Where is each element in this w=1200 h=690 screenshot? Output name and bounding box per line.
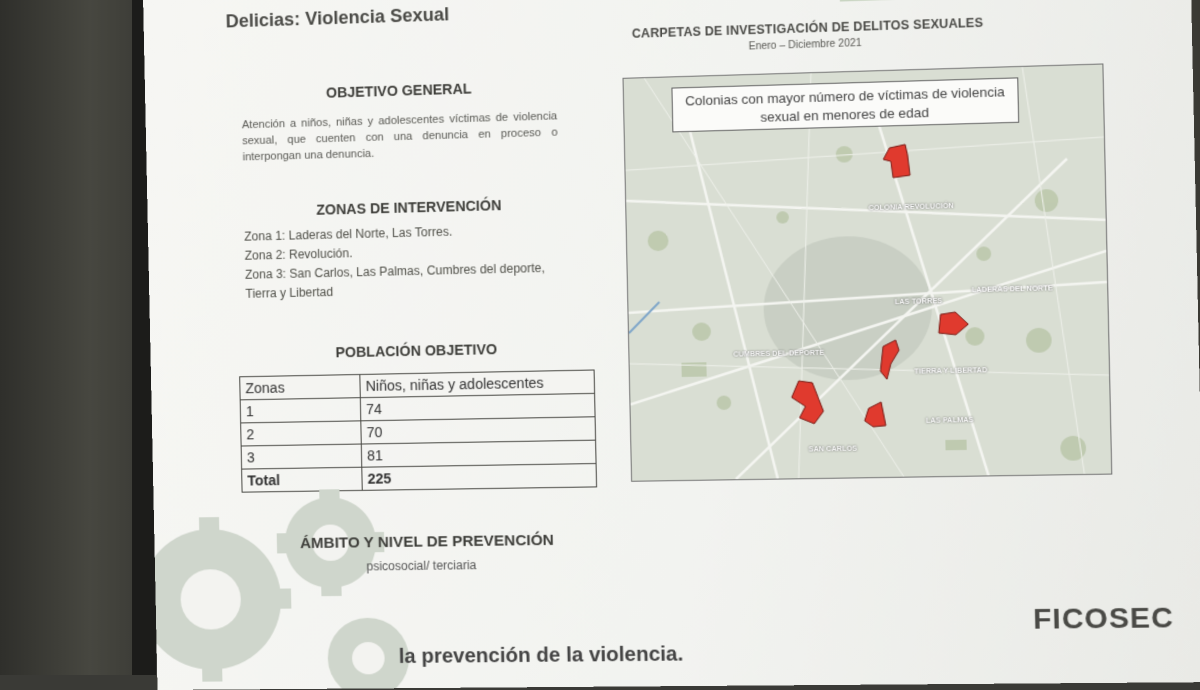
background-wall-left <box>0 0 150 675</box>
slide-title: Delicias: Violencia Sexual <box>225 4 450 32</box>
zones-list <box>244 220 545 304</box>
zone-line: Zona 3: San Carlos, Las Palmas, Cumbres del deporte, <box>244 260 546 282</box>
table-cell: 70 <box>361 417 596 444</box>
map-title: CARPETAS DE INVESTIGACIÓN DE DELITOS SEXUALES <box>631 15 984 41</box>
zone-line: Tierra y Libertad <box>245 284 334 301</box>
zone-line: Zona 2: Revolución. <box>244 246 353 263</box>
zone-line: Zona 1: Laderas del Norte, Las Torres. <box>244 224 453 244</box>
city-map <box>622 63 1112 481</box>
map-label: LAS PALMAS <box>925 416 974 425</box>
ficosec-logo: FICOSEC <box>1032 601 1175 635</box>
map-label: LAS TORRES <box>894 297 943 307</box>
population-heading: POBLACIÓN OBJETIVO <box>335 340 498 361</box>
table-cell: 74 <box>360 393 595 420</box>
zones-heading: ZONAS DE INTERVENCIÓN <box>316 196 502 218</box>
map-subtitle: Enero – Diciembre 2021 <box>748 37 862 53</box>
footer-text: la prevención de la violencia. <box>398 643 684 669</box>
map-label: TIERRA Y LIBERTAD <box>914 367 988 376</box>
objective-heading: OBJETIVO GENERAL <box>325 80 472 101</box>
table-cell: 225 <box>362 464 597 491</box>
objective-text: Atención a niños, niñas y adolescentes víctimas de violencia sexual, que cuenten con una denuncia en proceso o interpongan una denuncia. <box>241 110 558 164</box>
map-label: SAN CARLOS <box>808 445 858 454</box>
map-legend: Colonias con mayor número de víctimas de violencia sexual en menores de edad <box>671 77 1019 132</box>
presentation-slide <box>142 0 1200 690</box>
ambito-heading: ÁMBITO Y NIVEL DE PREVENCIÓN <box>299 531 555 553</box>
map-label: CUMBRES DEL DEPORTE <box>733 349 825 359</box>
map-label: LADERAS DEL NORTE <box>971 285 1053 295</box>
table-cell: 1 <box>240 398 361 423</box>
table-cell: 2 <box>241 421 362 446</box>
map-label: COLONIA REVOLUCIÓN <box>868 202 954 213</box>
top-color-strip <box>839 0 1180 2</box>
ambito-subtitle: psicosocial/ terciaria <box>366 558 477 574</box>
population-table <box>239 369 597 492</box>
table-header-cell: Niños, niñas y adolescentes <box>360 370 595 398</box>
table-header-cell: Zonas <box>240 374 361 399</box>
table-cell: 81 <box>361 440 596 467</box>
table-cell: 3 <box>241 444 362 469</box>
table-cell: Total <box>242 467 363 492</box>
